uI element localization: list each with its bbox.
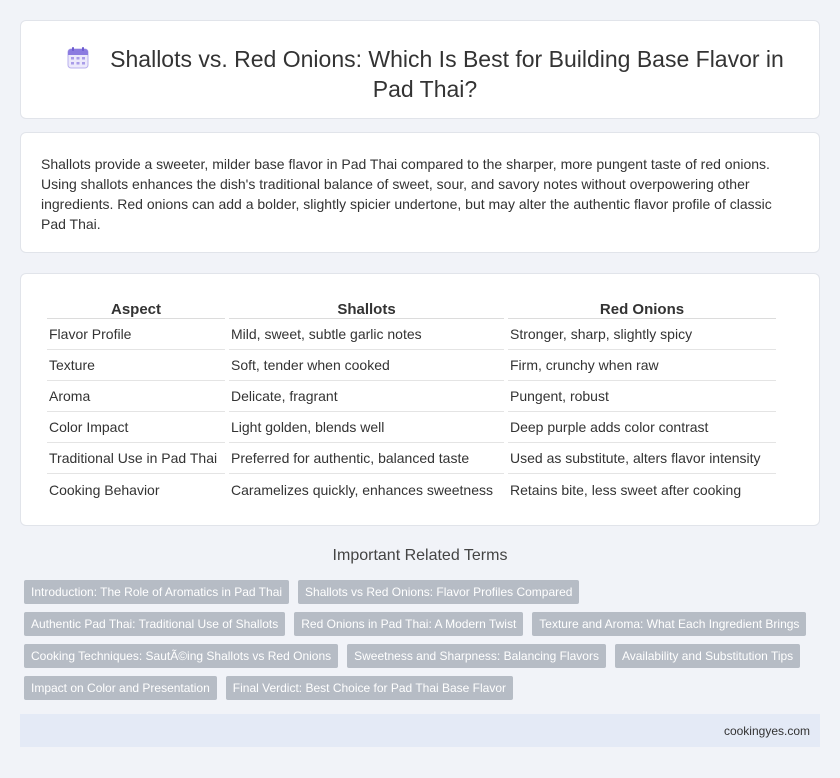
page-title-wrap (51, 44, 799, 104)
cell-red-onions: Deep purple adds color contrast (508, 412, 776, 443)
tag-link[interactable]: Introduction: The Role of Aromatics in Pad Thai (24, 580, 289, 604)
comparison-table (43, 298, 780, 505)
table-row (47, 443, 776, 474)
cell-shallots: Caramelizes quickly, enhances sweetness (231, 481, 493, 498)
footer (20, 714, 820, 747)
tag-link[interactable]: Final Verdict: Best Choice for Pad Thai Base Flavor (226, 676, 513, 700)
page-title: Shallots vs. Red Onions: Which Is Best for Building Base Flavor in Pad Thai? (110, 46, 784, 102)
cell-aspect: Color Impact (47, 412, 225, 443)
tag-link[interactable]: Authentic Pad Thai: Traditional Use of Shallots (24, 612, 285, 636)
cell-shallots: Light golden, blends well (229, 412, 504, 443)
cell-aspect: Texture (47, 350, 225, 381)
cell-red-onions: Retains bite, less sweet after cooking (510, 481, 742, 498)
tag-row (24, 580, 814, 604)
table-row (47, 381, 776, 412)
table-row (47, 350, 776, 381)
cell-red-onions: Firm, crunchy when raw (508, 350, 776, 381)
cell-red-onions: Pungent, robust (508, 381, 776, 412)
intro-card (20, 132, 820, 253)
tag-row (24, 676, 814, 700)
header-shallots: Shallots (229, 298, 504, 319)
intro-paragraph: Shallots provide a sweeter, milder base flavor in Pad Thai compared to the sharper, more pungent taste of red onions. Using shallots enhances the dish's traditional balance of sweet, sour, and savory notes without overpowering other ingredients. Red onions can add a bolder, slightly spicier undertone, but may alter the authentic flavor profile of classic Pad Thai. (41, 156, 772, 232)
tag-link[interactable]: Availability and Substitution Tips (615, 644, 800, 668)
tag-link[interactable]: Texture and Aroma: What Each Ingredient Brings (532, 612, 806, 636)
tag-row (24, 644, 814, 668)
tag-link[interactable]: Shallots vs Red Onions: Flavor Profiles Compared (298, 580, 579, 604)
tag-link[interactable]: Impact on Color and Presentation (24, 676, 217, 700)
cell-shallots: Mild, sweet, subtle garlic notes (229, 319, 504, 350)
cell-shallots: Delicate, fragrant (229, 381, 504, 412)
cell-aspect: Traditional Use in Pad Thai (47, 443, 225, 474)
title-card (20, 20, 820, 119)
tag-link[interactable]: Sweetness and Sharpness: Balancing Flavors (347, 644, 606, 668)
calendar-icon (66, 46, 90, 70)
table-row (47, 474, 776, 505)
tag-link[interactable]: Red Onions in Pad Thai: A Modern Twist (294, 612, 523, 636)
cell-aspect: Cooking Behavior (49, 481, 160, 498)
tag-link[interactable]: Cooking Techniques: SautÃ©ing Shallots vs Red Onions (24, 644, 338, 668)
cell-red-onions: Used as substitute, alters flavor intensity (508, 443, 776, 474)
footer-site-name: cookingyes.com (723, 724, 810, 738)
cell-shallots: Soft, tender when cooked (229, 350, 504, 381)
cell-red-onions: Stronger, sharp, slightly spicy (508, 319, 776, 350)
related-terms-tags (24, 580, 814, 708)
header-red-onions: Red Onions (508, 298, 776, 319)
cell-aspect: Aroma (47, 381, 225, 412)
table-row (47, 412, 776, 443)
tag-row (24, 612, 814, 636)
related-terms-heading: Important Related Terms (332, 547, 508, 564)
header-aspect: Aspect (47, 298, 225, 319)
comparison-table-card (20, 273, 820, 526)
table-row (47, 319, 776, 350)
table-header-row (47, 298, 776, 319)
cell-aspect: Flavor Profile (47, 319, 225, 350)
cell-shallots: Preferred for authentic, balanced taste (229, 443, 504, 474)
